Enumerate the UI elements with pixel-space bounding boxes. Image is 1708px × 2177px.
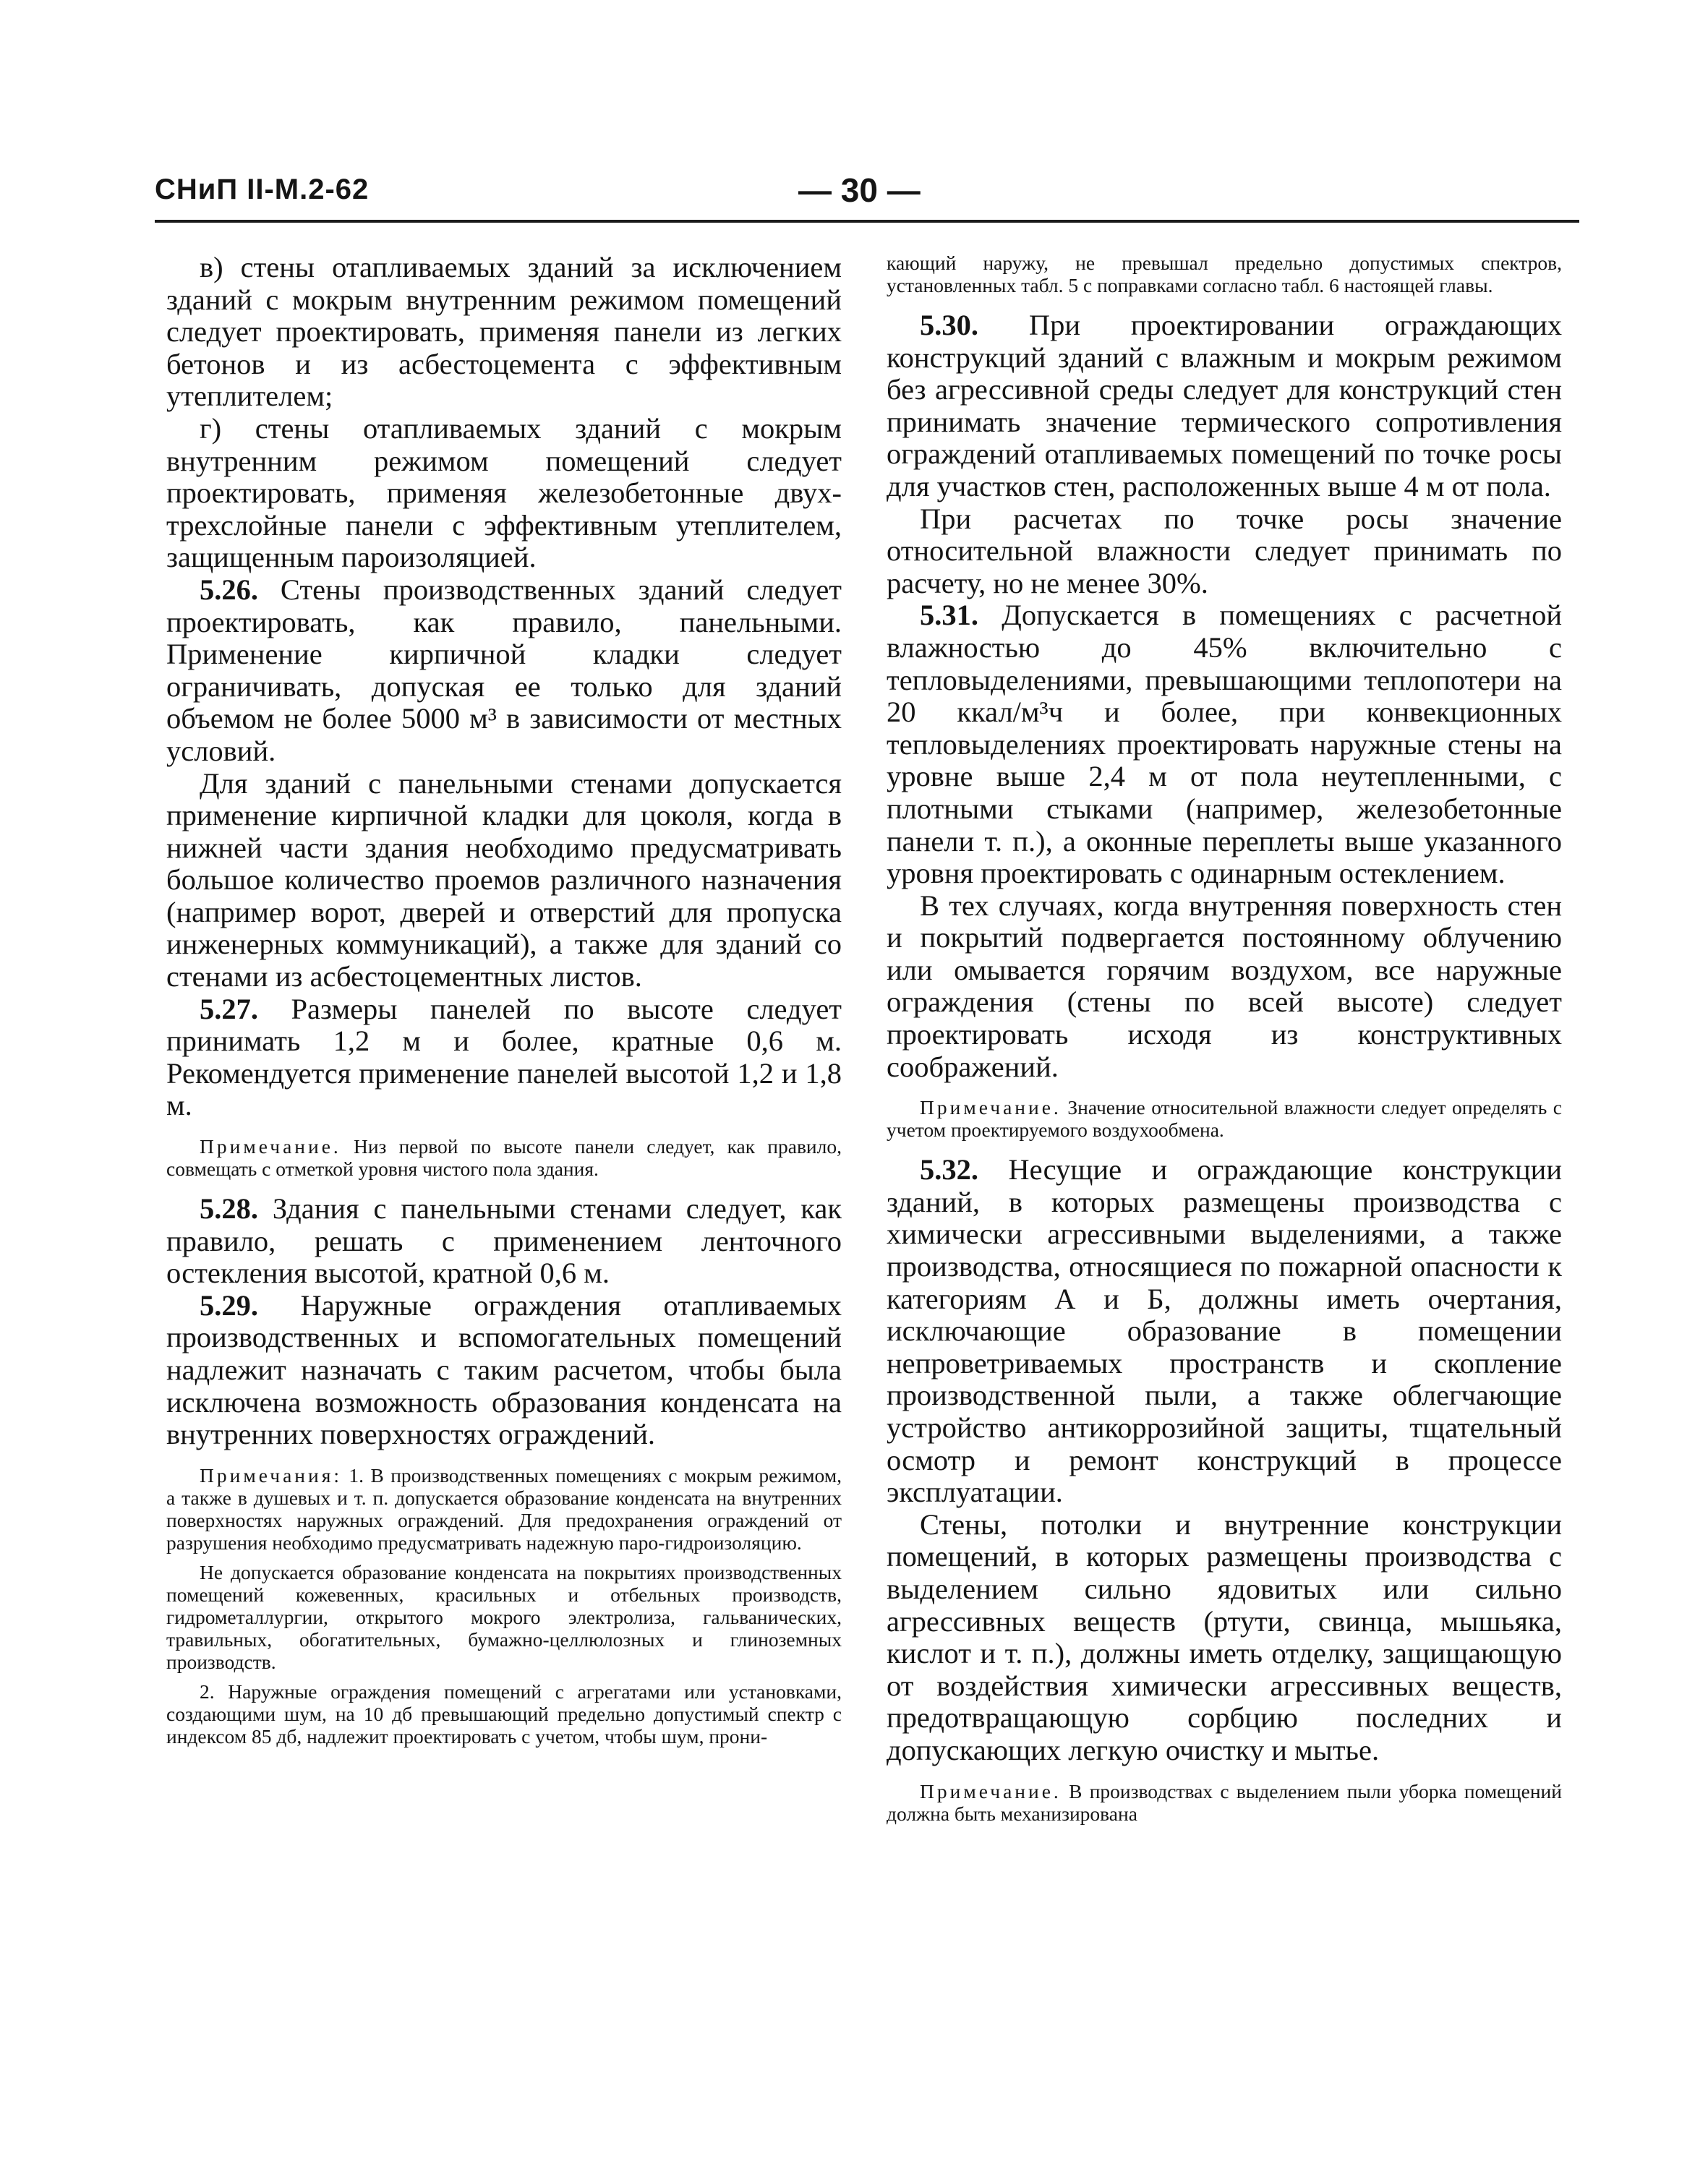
- clause-number: 5.26.: [200, 573, 258, 606]
- note-label: Примечание.: [920, 1096, 1062, 1119]
- paragraph-text: Несущие и ограждающие конструкции зданий, в которых размещены производства с химически агрессивными выделениями, а также производства, относящиеся по пожарной опасности к категориям А и Б, должны иметь очертания, исключающие образование в помещении непроветриваемых пространств и скопление производственной пыли, а также облегчающие устройство антикоррозийной защиты, тщательный осмотр и ремонт конструкций в процессе эксплуатации.: [887, 1153, 1562, 1509]
- body-paragraph: [166, 413, 842, 574]
- note-label: Примечание.: [920, 1779, 1062, 1802]
- note-paragraph: [887, 1096, 1562, 1141]
- paragraph-text: Стены, потолки и внутренние конструкции помещений, в которых размещены производства с выделением сильно ядовитых или сильно агрессивных веществ (ртути, свинца, мышьяка, кислот и т. п.), должны иметь отделку, защищающую от воздействия химически агрессивных веществ, предотвращающую сорбцию последних и допускающих легкую очистку и мытье.: [887, 1507, 1562, 1766]
- paragraph-text: Размеры панелей по высоте следует принимать 1,2 м и более, кратные 0,6 м. Рекомендуется применение панелей высотой 1,2 и 1,8 м.: [166, 992, 842, 1122]
- body-paragraph: [887, 1154, 1562, 1509]
- note-paragraph: [166, 1135, 842, 1180]
- paragraph-text: При проектировании ограждающих конструкций зданий с влажным и мокрым режимом без агрессивной среды следует для конструкций стен принимать значение термического сопротивления ограждений отапливаемых помещений по точке росы для участков стен, расположенных выше 4 м от пола.: [887, 309, 1562, 502]
- paragraph-text: Наружные ограждения отапливаемых производственных и вспомогательных помещений надлежит назначать с таким расчетом, чтобы была исключена возможность образования конденсата на внутренних поверхностях ограждений.: [166, 1288, 842, 1451]
- paragraph-text: Низ первой по высоте панели следует, как правило, совмещать с отметкой уровня чистого пола здания.: [166, 1135, 842, 1181]
- page-number: — 30 —: [798, 171, 921, 209]
- left-column: [166, 252, 842, 1748]
- block-spacer: [887, 1083, 1562, 1096]
- paragraph-text: В производствах с выделением пыли уборка помещений должна быть механизирована: [887, 1779, 1562, 1825]
- block-spacer: [166, 1673, 842, 1680]
- clause-number: 5.28.: [200, 1192, 258, 1226]
- body-paragraph: [166, 574, 842, 768]
- body-paragraph: [166, 768, 842, 993]
- block-spacer: [166, 1180, 842, 1193]
- block-spacer: [887, 1141, 1562, 1154]
- note-paragraph: [166, 1561, 842, 1673]
- document-code: СНиП II-М.2-62: [155, 174, 370, 205]
- clause-number: 5.27.: [200, 992, 258, 1025]
- body-paragraph: [887, 309, 1562, 503]
- paragraph-text: Здания с панельными стенами следует, как правило, решать с применением ленточного остекления высотой, кратной 0,6 м.: [166, 1192, 842, 1290]
- body-paragraph: [166, 1290, 842, 1451]
- block-spacer: [166, 1451, 842, 1464]
- paragraph-text: Значение относительной влажности следует определять с учетом проектируемого воздухообмена.: [887, 1096, 1562, 1142]
- block-spacer: [166, 1122, 842, 1135]
- paragraph-text: Не допускается образование конденсата на покрытиях производственных помещений кожевенных, красильных и отбельных производств, гидрометаллургии, открытого мокрого электролиза, гальванических, травильных, обогатительных, бумажно-целлюлозных и глиноземных производств.: [166, 1560, 842, 1673]
- page-header: [155, 171, 1579, 231]
- body-paragraph: [166, 252, 842, 413]
- paragraph-text: 1. В производственных помещениях с мокрым режимом, а также в душевых и т. п. допускается образование конденсата на внутренних поверхностях наружных ограждений. Для предохранения ограждений от разрушения необходимо предусматривать надежную паро-гидроизоляцию.: [166, 1463, 842, 1554]
- clause-number: 5.30.: [920, 309, 978, 341]
- clause-number: 5.32.: [920, 1153, 978, 1186]
- note-paragraph: [887, 252, 1562, 296]
- note-paragraph: [166, 1464, 842, 1554]
- right-column: [887, 252, 1562, 1825]
- body-paragraph: [887, 599, 1562, 889]
- paragraph-text: кающий наружу, не превышал предельно допустимых спектров, установленных табл. 5 с поправками согласно табл. 6 настоящей главы.: [887, 252, 1562, 296]
- paragraph-text: Стены производственных зданий следует проектировать, как правило, панельными. Применение кирпичной кладки следует ограничивать, допуская ее только для зданий объемом не более 5000 м³ в зависимости от местных условий.: [166, 573, 842, 767]
- body-paragraph: [887, 1509, 1562, 1767]
- header-rule: [155, 220, 1579, 223]
- note-label: Примечание.: [200, 1135, 341, 1158]
- paragraph-text: в) стены отапливаемых зданий за исключением зданий с мокрым внутренним режимом помещений следует проектировать, применяя панели из легких бетонов и из асбестоцемента с эффективным утеплителем;: [166, 251, 842, 413]
- paragraph-text: 2. Наружные ограждения помещений с агрегатами или установками, создающими шум, на 10 дб превышающий предельно допустимый спектр с индексом 85 дб, надлежит проектировать с учетом, чтобы шум, прони-: [166, 1680, 842, 1748]
- block-spacer: [887, 1767, 1562, 1780]
- block-spacer: [166, 1554, 842, 1561]
- body-paragraph: [166, 993, 842, 1122]
- paragraph-text: Допускается в помещениях с расчетной влажностью до 45% включительно с тепловыделениями, превышающими теплопотери на 20 ккал/м³ч и более, при конвекционных тепловыделениях проектировать наружные стены на уровне выше 2,4 м от пола неутепленными, с плотными стыками (например, железобетонные панели т. п.), а оконные переплеты выше указанного уровня проектировать с одинарным остеклением.: [887, 599, 1562, 890]
- block-spacer: [887, 296, 1562, 309]
- note-label: Примечания:: [200, 1463, 343, 1487]
- paragraph-text: г) стены отапливаемых зданий с мокрым внутренним режимом помещений следует проектировать, применяя железобетонные двух-трехслойные панели с эффективным утеплителем, защищенным пароизоляцией.: [166, 411, 842, 574]
- body-paragraph: [166, 1193, 842, 1290]
- note-paragraph: [166, 1680, 842, 1748]
- note-paragraph: [887, 1780, 1562, 1825]
- body-paragraph: [887, 890, 1562, 1084]
- paragraph-text: При расчетах по точке росы значение относительной влажности следует принимать по расчету, но не менее 30%.: [887, 502, 1562, 599]
- paragraph-text: В тех случаях, когда внутренняя поверхность стен и покрытий подвергается постоянному облучению или омывается горячим воздухом, все наружные ограждения (стены по всей высоте) следует проектировать исходя из конструктивных соображений.: [887, 889, 1562, 1083]
- body-paragraph: [887, 503, 1562, 600]
- clause-number: 5.29.: [200, 1288, 258, 1322]
- paragraph-text: Для зданий с панельными стенами допускается применение кирпичной кладки для цоколя, когда в нижней части здания необходимо предусматривать большое количество проемов различного назначения (например ворот, дверей и отверстий для пропуска инженерных коммуникаций), а также для зданий со стенами из асбестоцементных листов.: [166, 766, 842, 993]
- clause-number: 5.31.: [920, 599, 978, 632]
